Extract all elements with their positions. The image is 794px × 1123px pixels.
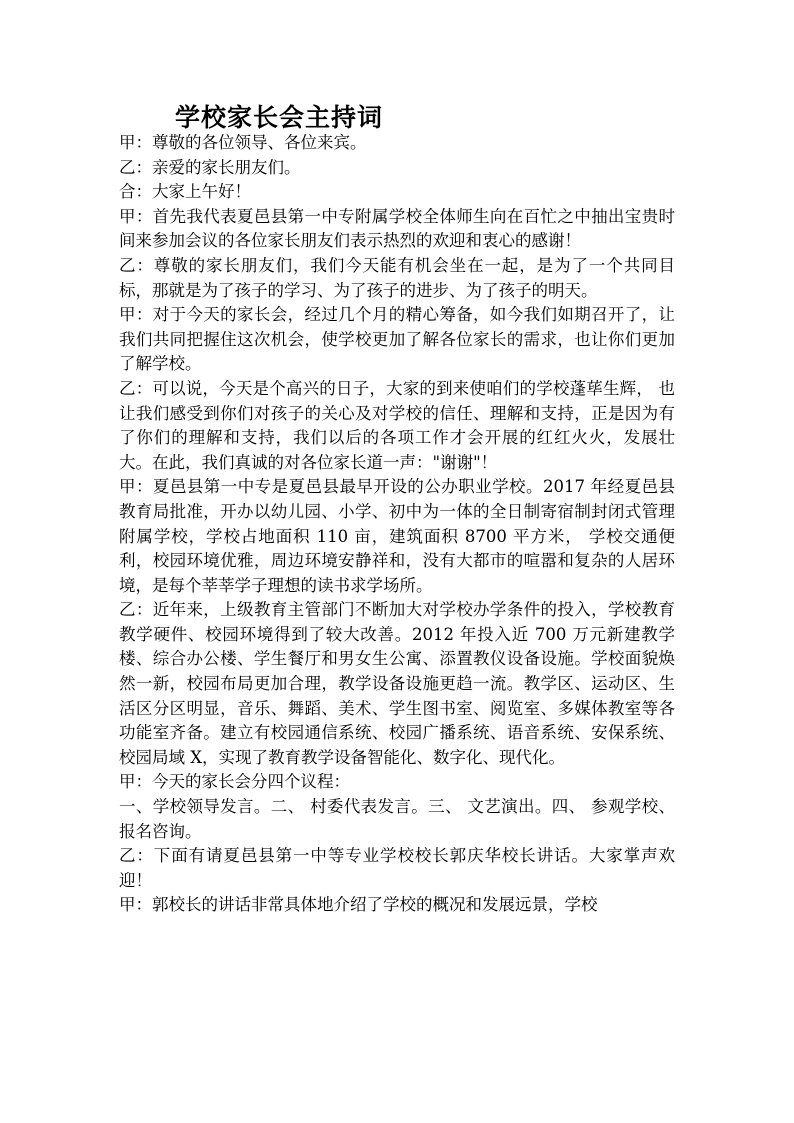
paragraph-greeting-leaders: 甲：尊敬的各位领导、各位来宾。 [119, 133, 367, 152]
paragraph-principal-summary: 甲：郭校长的讲话非常具体地介绍了学校的概况和发展远景，学校 [119, 895, 598, 915]
paragraph-common-goal: 乙：尊敬的家长朋友们，我们今天能有机会坐在一起，是为了一个共同目标，那就是为了孩子的学习、为了孩子的进步、为了孩子的明天。 [119, 255, 675, 300]
paragraph-principal-invite: 乙：下面有请夏邑县第一中等专业学校校长郭庆华校长讲话。大家掌声欢迎！ [119, 846, 675, 890]
paragraph-school-intro: 甲：夏邑县第一中专是夏邑县最早开设的公办职业学校。2017 年经夏邑县教育局批准，开办以幼儿园、小学、初中为一体的全日制寄宿制封闭式管理附属学校，学校占地面积 110 亩，建筑面积 8700 平方米， 学校交通便利，校园环境优雅，周边环境安静祥和，没有大都市的喧嚣和复杂的人居环境，是每个莘莘学子理想的读书求学场所。 [119, 477, 675, 595]
paragraph-meeting-purpose: 甲：对于今天的家长会，经过几个月的精心筹备，如今我们如期召开了，让我们共同把握住这次机会，使学校更加了解各位家长的需求，也让你们更加了解学校。 [119, 305, 675, 374]
document-title: 学校家长会主持词 [175, 103, 384, 132]
document-body [119, 131, 675, 918]
paragraph-facilities: 乙：近年来，上级教育主管部门不断加大对学校办学条件的投入，学校教育教学硬件、校园环境得到了较大改善。2012 年投入近 700 万元新建教学楼、综合办公楼、学生餐厅和男女生公寓、添置教仪设备设施。学校面貌焕然一新，校园布局更加合理，教学设备设施更趋一流。教学区、运动区、生活区分区明显，音乐、舞蹈、美术、学生图书室、阅览室、多媒体教室等各功能室齐备。建立有校园通信系统、校园广播系统、语音系统、安保系统、校园局域 X，实现了教育教学设备智能化、数字化、现代化。 [119, 600, 675, 767]
paragraph-thanks: 乙：可以说，今天是个高兴的日子，大家的到来使咱们的学校蓬荜生辉， 也让我们感受到你们对孩子的关心及对学校的信任、理解和支持，正是因为有了你们的理解和支持，我们以后的各项工作才会开展的红红火火，发展壮大。在此，我们真诚的对各位家长道一声："谢谢"！ [119, 378, 675, 472]
paragraph-welcome: 甲：首先我代表夏邑县第一中专附属学校全体师生向在百忙之中抽出宝贵时间来参加会议的各位家长朋友们表示热烈的欢迎和衷心的感谢！ [119, 206, 675, 251]
paragraph-greeting-joint: 合：大家上午好！ [119, 182, 251, 202]
paragraph-agenda-items: 一、学校领导发言。二、 村委代表发言。三、 文艺演出。四、 参观学校、报名咨询。 [119, 797, 675, 841]
paragraph-greeting-parents: 乙：亲爱的家长朋友们。 [119, 157, 301, 177]
paragraph-agenda-intro: 甲：今天的家长会分四个议程： [119, 772, 350, 792]
